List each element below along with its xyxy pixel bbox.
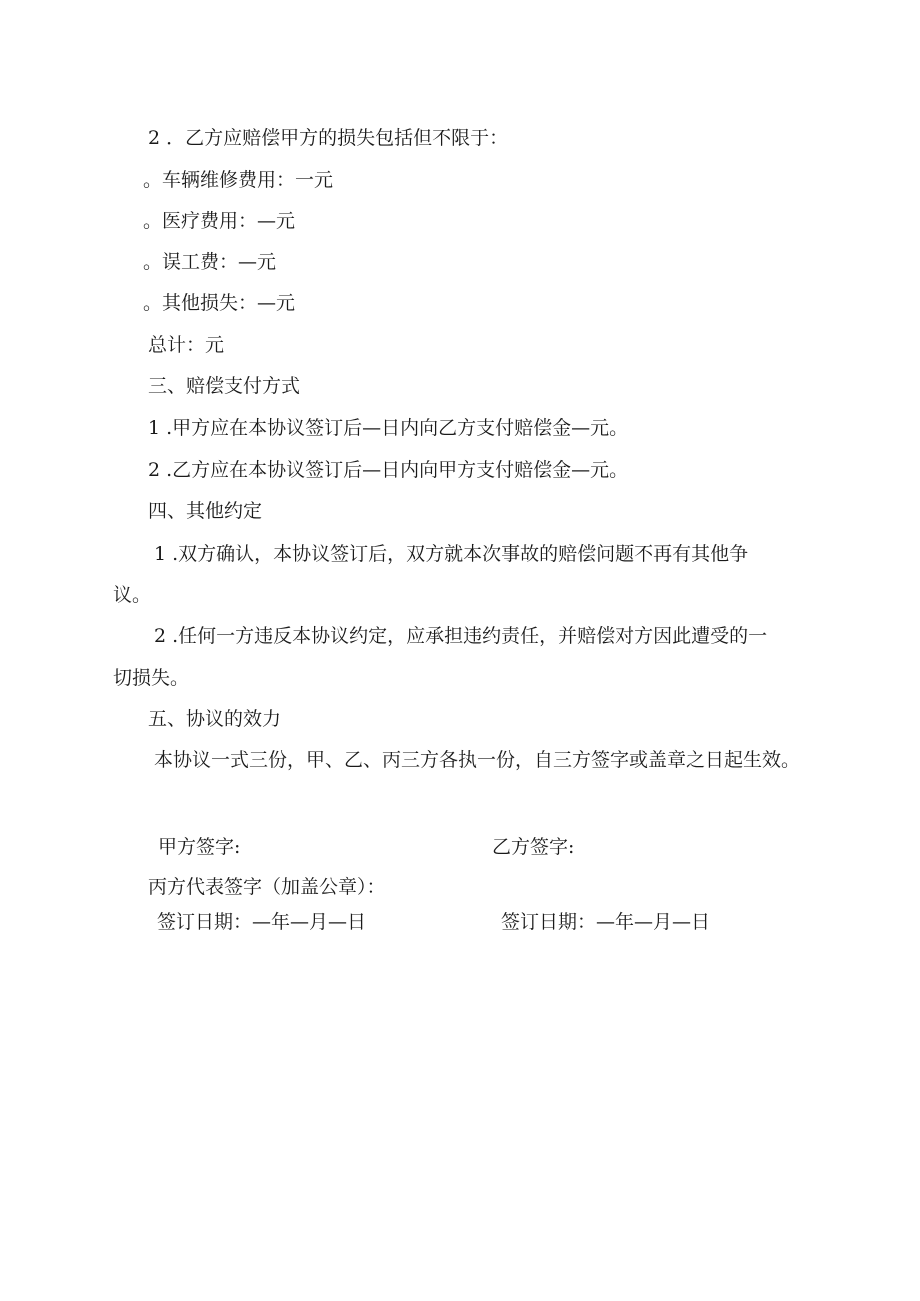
section-heading-payment: 三、赔偿支付方式 [148, 375, 301, 397]
other-loss-cost: 。其他损失：—元 [143, 292, 296, 314]
other-item-1-line-2: 议。 [113, 584, 152, 606]
party-a-sign-date: 签订日期：—年—月—日 [157, 911, 367, 933]
party-a-signature-label: 甲方签字: [158, 836, 241, 858]
compensation-items-intro: 2 ．乙方应赔偿甲方的损失包括但不限于： [148, 127, 509, 149]
medical-cost: 。医疗费用：—元 [143, 210, 296, 232]
other-item-2-line-1: 2 .任何一方违反本协议约定，应承担违约责任，并赔偿对方因此遭受的一 [154, 625, 768, 647]
other-item-2-line-2: 切损失。 [113, 667, 190, 689]
party-b-signature-label: 乙方签字: [492, 836, 575, 858]
party-c-signature-label: 丙方代表签字（加盖公章）： [148, 876, 386, 898]
section-heading-validity: 五、协议的效力 [148, 708, 282, 730]
other-item-1-line-1: 1 .双方确认，本协议签订后，双方就本次事故的赔偿问题不再有其他争 [154, 543, 749, 565]
section-heading-other: 四、其他约定 [148, 500, 263, 522]
payment-item-2: 2 .乙方应在本协议签订后—日内向甲方支付赔偿金—元。 [148, 459, 629, 481]
lost-work-cost: 。误工费：—元 [143, 251, 277, 273]
party-b-sign-date: 签订日期：—年—月—日 [501, 911, 711, 933]
total-cost: 总计：元 [148, 334, 225, 356]
validity-statement: 本协议一式三份，甲、乙、丙三方各执一份，自三方签字或盖章之日起生效。 [154, 749, 801, 771]
vehicle-repair-cost: 。车辆维修费用：一元 [143, 169, 334, 191]
payment-item-1: 1 .甲方应在本协议签订后—日内向乙方支付赔偿金—元。 [148, 417, 629, 439]
